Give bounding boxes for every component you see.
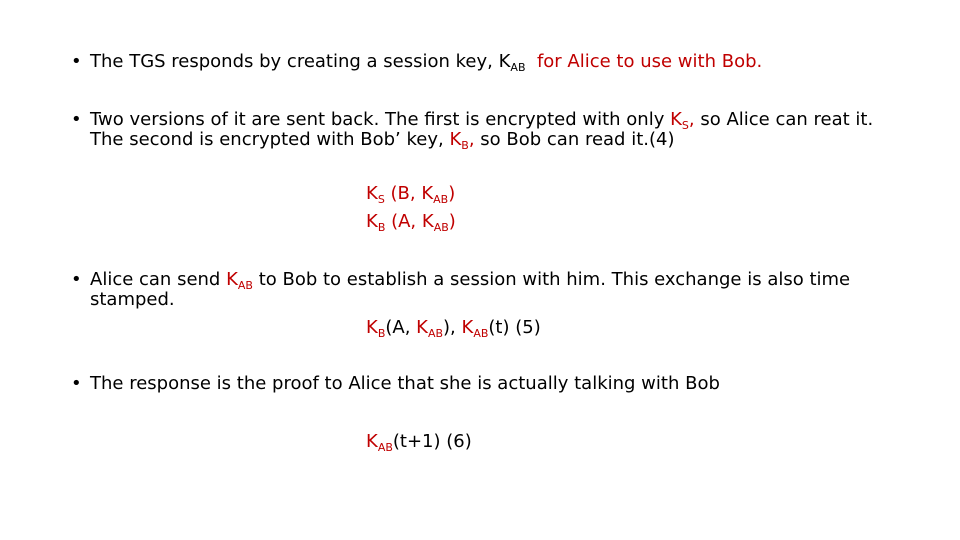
formula-ks-ticket: $K_S$ (B, $K_{AB}$)	[366, 183, 456, 206]
text: so Bob can read it.(4)	[474, 129, 675, 150]
bullet-marker: •	[71, 373, 82, 394]
key-symbol: K	[498, 51, 511, 72]
line-1	[90, 270, 850, 290]
bullet-marker: •	[71, 269, 82, 290]
line-2	[90, 130, 873, 150]
line-2: stamped.	[90, 289, 175, 310]
bullet-marker: •	[71, 51, 82, 72]
line-1	[90, 110, 873, 130]
key-symbol: $K_{AB}$	[226, 269, 253, 292]
key-subscript: AB	[510, 61, 526, 74]
bullet-two-versions	[71, 109, 874, 152]
text: to Bob to establish a session with him. This exchange is also time	[252, 269, 851, 290]
highlight-text: for Alice to use with Bob.	[536, 51, 763, 72]
formula-authenticator: $K_B(A$, $K_{AB}$), $K_{AB}(t)$ (5)	[366, 317, 541, 340]
formula-kb-ticket: $K_B$ (A, $K_{AB}$)	[366, 211, 456, 234]
bullet-alice-send	[71, 269, 851, 310]
text: The second is encrypted with Bob’ key,	[90, 129, 450, 150]
key-symbol: $K_B$,	[449, 129, 475, 152]
bullet-marker: •	[71, 109, 82, 130]
text: The TGS responds by creating a session key,	[90, 51, 499, 72]
bullet-session-key	[71, 51, 763, 74]
text: The response is the proof to Alice that she is actually talking with Bob	[90, 373, 720, 394]
text: so Alice can reat it.	[694, 109, 874, 130]
formula-response: $K_{AB}(t+1)$ (6)	[366, 431, 472, 454]
bullet-response-proof	[71, 373, 720, 394]
text: Alice can send	[90, 269, 227, 290]
key-symbol: $K_S$,	[670, 109, 695, 132]
text: Two versions of it are sent back. The first is encrypted with only	[90, 109, 671, 130]
